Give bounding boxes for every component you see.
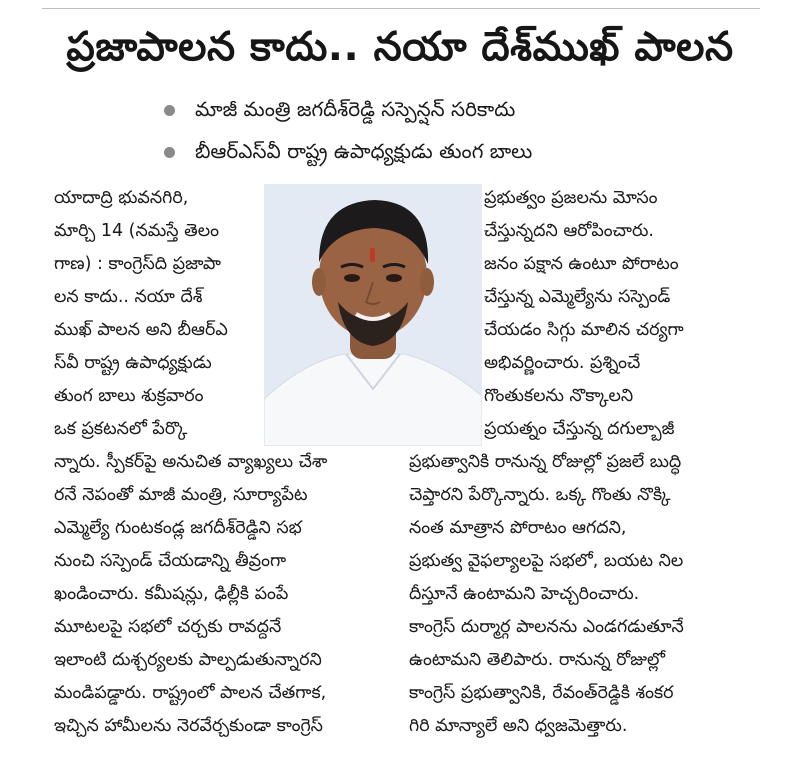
text-line: న్నారు. స్పీకర్‌పై అనుచిత వ్యాఖ్యలు చేశా bbox=[54, 452, 328, 472]
article-column-left-bottom bbox=[54, 446, 398, 743]
text-line: ముఖ్ పాలన అని బీఆర్‌ఎ bbox=[54, 320, 228, 340]
bullet-dot-icon bbox=[164, 105, 175, 116]
text-line: మూటలపై సభలో చర్చకు రావద్దనే bbox=[54, 617, 282, 637]
text-line: గాణ) : కాంగ్రెస్‌ది ప్రజాపా bbox=[54, 254, 221, 274]
top-rule bbox=[42, 8, 760, 9]
text-line: ఉంటామని తెలిపారు. రానున్న రోజుల్లో bbox=[409, 650, 666, 670]
text-line: కాంగ్రెస్ ప్రభుత్వానికి, రేవంత్‌రెడ్డికి శంకర bbox=[409, 683, 674, 703]
subheadline-text: బీఆర్‌ఎస్‌వీ రాష్ట్ర ఉపాధ్యక్షుడు తుంగ బాలు bbox=[195, 139, 533, 163]
text-line: నుంచి సస్పెండ్ చేయడాన్ని తీవ్రంగా bbox=[54, 551, 287, 571]
subheadline-bullet bbox=[150, 130, 770, 172]
text-line: జనం పక్షాన ఉంటూ పోరాటం bbox=[484, 254, 679, 274]
text-line: చేయడం సిగ్గు మాలిన చర్యగా bbox=[484, 320, 684, 340]
article-column-right-top bbox=[484, 182, 770, 446]
article-column-right-bottom bbox=[409, 446, 770, 743]
text-line: తుంగ బాలు శుక్రవారం bbox=[54, 386, 204, 406]
text-line: ఖండించారు. కమీషన్లు, ఢిల్లీకి పంపే bbox=[54, 584, 289, 604]
text-line: స్‌వీ రాష్ట్ర ఉపాధ్యక్షుడు bbox=[54, 353, 212, 373]
text-line: నంత మాత్రాన పోరాటం ఆగదని, bbox=[409, 518, 627, 538]
text-line: ఎమ్మెల్యే గుంటకండ్ల జగదీశ్‌రెడ్డిని సభ bbox=[54, 518, 302, 538]
text-line: చేస్తున్న ఎమ్మెల్యేను సస్పెండ్ bbox=[484, 287, 671, 307]
subheadline-bullets bbox=[150, 88, 770, 172]
bullet-dot-icon bbox=[164, 147, 175, 158]
text-line: ప్రభుత్వానికి రానున్న రోజుల్లో ప్రజలే బుద్ధి bbox=[409, 452, 682, 472]
text-line: గొంతుకలను నొక్కాలని bbox=[484, 386, 634, 406]
text-line: యాదాద్రి భువనగిరి, bbox=[54, 188, 189, 208]
text-line: ఇచ్చిన హామీలను నెరవేర్చకుండా కాంగ్రెస్ bbox=[54, 716, 323, 736]
text-line: చేస్తున్నదని ఆరోపించారు. bbox=[484, 221, 654, 241]
subheadline-bullet bbox=[150, 88, 770, 130]
subheadline-text: మాజీ మంత్రి జగదీశ్‌రెడ్డి సస్పెన్షన్ సరికాదు bbox=[195, 97, 516, 121]
text-line: ఇలాంటి దుశ్చర్యలకు పాల్పడుతున్నారని bbox=[54, 650, 322, 670]
text-line: మండిపడ్డారు. రాష్ట్రంలో పాలన చేతగాక, bbox=[54, 683, 327, 703]
text-line: లన కాదు.. నయా దేశ్ bbox=[54, 287, 203, 307]
text-line: దీస్తూనే ఉంటామని హెచ్చరించారు. bbox=[409, 584, 640, 604]
portrait-illustration bbox=[264, 184, 482, 446]
portrait-photo bbox=[264, 184, 482, 446]
text-line: చెప్తారని పేర్కొన్నారు. ఒక్క గొంతు నొక్కి bbox=[409, 485, 671, 505]
headline: ప్రజాపాలన కాదు.. నయా దేశ్‌ముఖ్ పాలన bbox=[66, 24, 734, 70]
text-line: కాంగ్రెస్ దుర్మార్గ పాలనను ఎండగడుతూనే bbox=[409, 617, 684, 637]
text-line: మార్చి 14 (నమస్తే తెలం bbox=[54, 221, 220, 241]
text-line: ప్రయత్నం చేస్తున్న దగుల్బాజీ bbox=[484, 419, 675, 439]
text-line: ఒక ప్రకటనలో పేర్కొ bbox=[54, 419, 188, 439]
article-column-left-top bbox=[54, 182, 254, 446]
text-line: ప్రభుత్వ వైఫల్యాలపై సభలో, బయట నిల bbox=[409, 551, 684, 571]
text-line: రనే నెపంతో మాజీ మంత్రి, సూర్యాపేట bbox=[54, 485, 308, 505]
text-line: ప్రభుత్వం ప్రజలను మోసం bbox=[484, 188, 658, 208]
text-line: అభివర్ణించారు. ప్రశ్నించే bbox=[484, 353, 641, 373]
text-line: గిరి మాన్యాలే అని ధ్వజమెత్తారు. bbox=[409, 716, 628, 736]
